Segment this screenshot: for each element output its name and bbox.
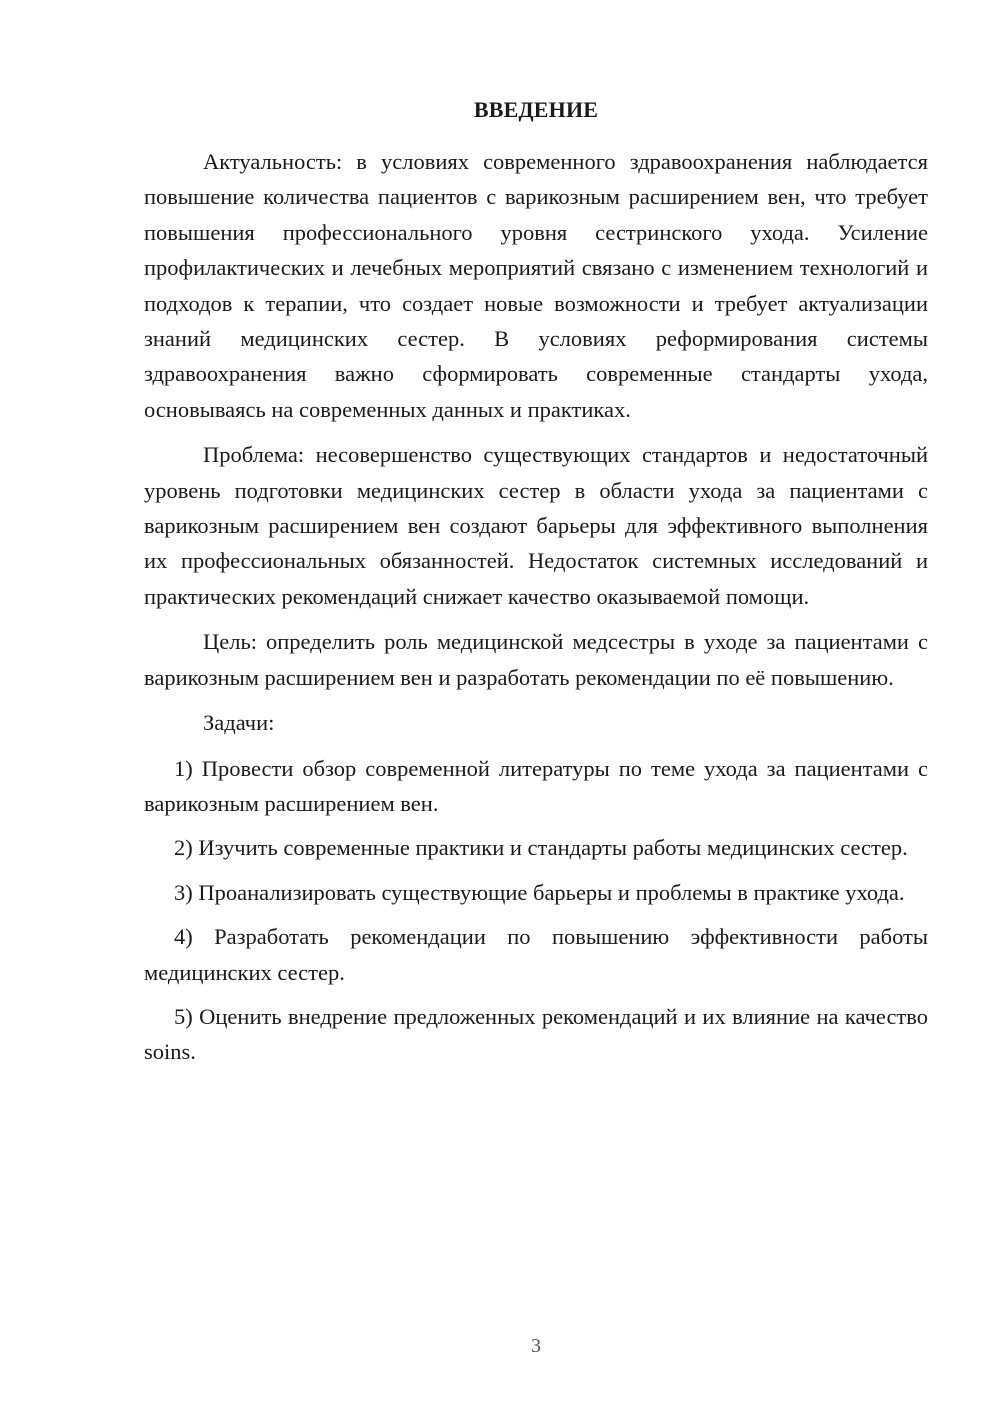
page-content (144, 94, 928, 1079)
page-title: ВВЕДЕНИЕ (473, 97, 599, 122)
problem-paragraph: Проблема: несовершенство существующих стандартов и недостаточный уровень подготовки медицинских сестер в области ухода за пациентами с варикозным расширением вен создают барьеры для эффективного выполнения их профессиональных обязанностей. Недостаток системных исследований и практических рекомендаций снижает качество оказываемой помощи. (144, 442, 928, 609)
task-item: 1) Провести обзор современной литературы по теме ухода за пациентами с варикозным расширением вен. (144, 755, 928, 816)
tasks-label: Задачи: (203, 710, 275, 736)
task-item: 2) Изучить современные практики и стандарты работы медицинских сестер. (174, 835, 908, 861)
page-number: 3 (531, 1335, 541, 1357)
task-item: 3) Проанализировать существующие барьеры и проблемы в практике ухода. (174, 879, 905, 905)
task-item: 5) Оценить внедрение предложенных рекомендаций и их влияние на качество soins. (144, 1003, 928, 1065)
goal-paragraph: Цель: определить роль медицинской медсестры в уходе за пациентами с варикозным расширением вен и разработать рекомендации по её повышению. (144, 629, 928, 690)
relevance-paragraph: Актуальность: в условиях современного здравоохранения наблюдается повышение количества пациентов с варикозным расширением вен, что требует повышения профессионального уровня сестринского ухода. Усиление профилактических и лечебных мероприятий связано с изменением технологий и подходов к терапии, что создает новые возможности и требует актуализации знаний медицинских сестер. В условиях реформирования системы здравоохранения важно сформировать современные стандарты ухода, основываясь на современных данных и практиках. (144, 149, 928, 422)
task-item: 4) Разработать рекомендации по повышению эффективности работы медицинских сестер. (144, 924, 928, 985)
